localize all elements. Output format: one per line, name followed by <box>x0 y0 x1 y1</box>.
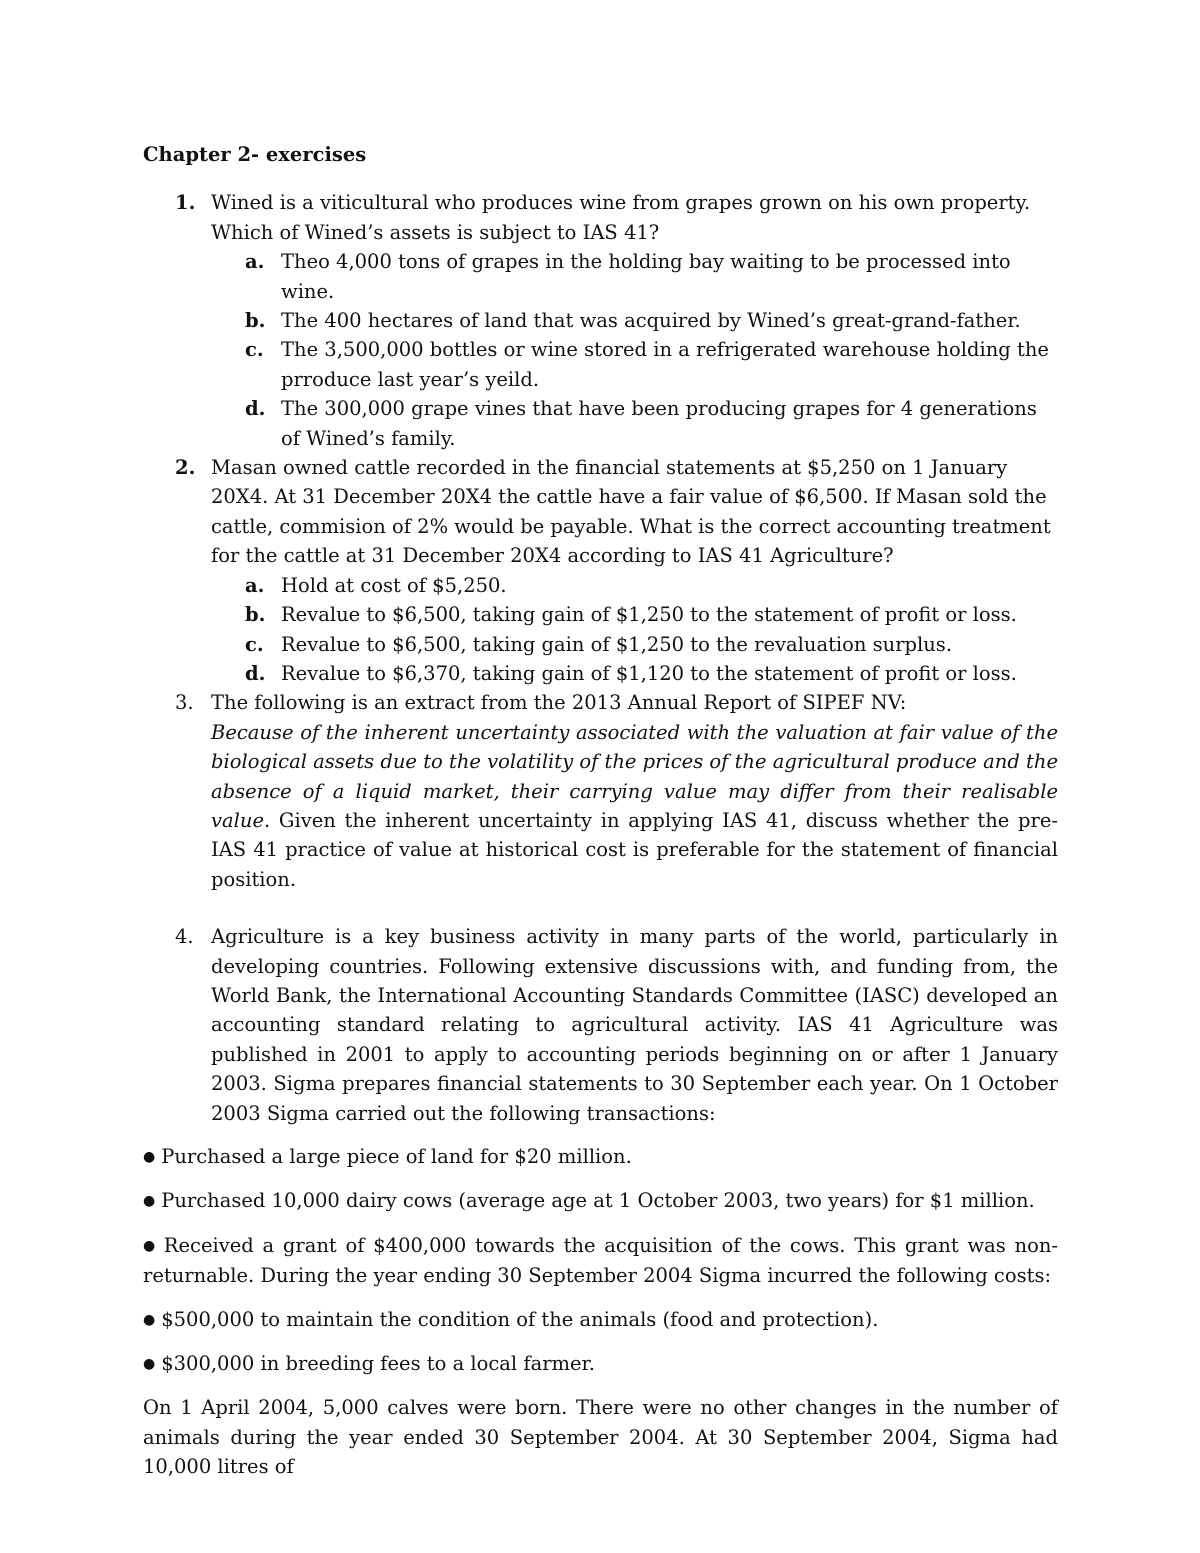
option-letter: c. <box>245 632 264 656</box>
bullet-item <box>143 1142 1058 1172</box>
bullet-item <box>143 1349 1058 1379</box>
question-list <box>143 188 1058 1128</box>
question-intro: The following is an extract from the 2013 Annual Report of SIPEF NV: <box>211 691 907 715</box>
option-item <box>211 600 1058 629</box>
bullet-icon: ● <box>143 1237 158 1254</box>
option-text: The 400 hectares of land that was acquired by Wined’s great-grand-father. <box>281 309 1021 333</box>
option-letter: d. <box>245 397 266 421</box>
option-item <box>211 335 1058 394</box>
question-number: 4. <box>175 925 194 949</box>
question-text: Agriculture is a key business activity in many parts of the world, particularly in developing countries. Following extensive discussions with, and funding from, the World Bank, the International Accounting Standards Committee (IASC) developed an accounting standard relating to agricultural activity. IAS 41 Agriculture was published in 2001 to apply to accounting periods beginning on or after 1 January 2003. Sigma prepares financial statements to 30 September each year. On 1 October 2003 Sigma carried out the following transactions: <box>211 925 1058 1125</box>
report-quote: Because of the inherent uncertainty associated with the valuation at fair value of the biological assets due to the volatility of the prices of the agricultural produce and the absence of a liquid market, their carrying value may differ from their realisable value. <box>211 720 1058 832</box>
option-letter: a. <box>245 573 265 597</box>
bullet-text: Purchased 10,000 dairy cows (average age at 1 October 2003, two years) for $1 million. <box>161 1189 1035 1213</box>
option-text: Revalue to $6,500, taking gain of $1,250 to the revaluation surplus. <box>281 632 953 656</box>
closing-paragraph: On 1 April 2004, 5,000 calves were born. There were no other changes in the number of animals during the year ended 30 September 2004. At 30 September 2004, Sigma had 10,000 litres of <box>143 1396 1058 1479</box>
bullet-icon: ● <box>143 1149 156 1165</box>
question-3 <box>143 688 1058 894</box>
option-text: Hold at cost of $5,250. <box>281 573 507 597</box>
question-number: 1. <box>175 191 196 215</box>
bullet-text: Purchased a large piece of land for $20 million. <box>161 1145 632 1168</box>
option-item <box>211 659 1058 688</box>
bullet-text: Received a grant of $400,000 towards the acquisition of the cows. This grant was non-returnable. During the year ending 30 September 2004 Sigma incurred the following costs: <box>143 1233 1058 1288</box>
bullet-item <box>143 1231 1058 1291</box>
page-title: Chapter 2- exercises <box>143 143 367 166</box>
option-text: The 300,000 grape vines that have been producing grapes for 4 generations of Wined’s family. <box>281 397 1037 450</box>
bullet-item <box>143 1305 1058 1335</box>
option-text: The 3,500,000 bottles or wine stored in a refrigerated warehouse holding the prroduce last year’s yeild. <box>281 338 1049 391</box>
question-text: Given the inherent uncertainty in applying IAS 41, discuss whether the pre-IAS 41 practice of value at historical cost is preferable for the statement of financial position. <box>211 808 1058 891</box>
option-text: Revalue to $6,500, taking gain of $1,250 to the statement of profit or loss. <box>281 603 1017 627</box>
question-number: 2. <box>175 456 196 480</box>
option-list <box>211 571 1058 689</box>
option-list <box>211 247 1058 453</box>
option-item <box>211 571 1058 600</box>
question-4 <box>143 922 1058 1128</box>
bullet-item <box>143 1186 1058 1216</box>
question-body <box>211 718 1058 894</box>
option-item <box>211 306 1058 335</box>
spacer <box>143 894 1058 922</box>
bullet-text: $300,000 in breeding fees to a local farmer. <box>161 1352 595 1376</box>
option-letter: b. <box>245 309 266 333</box>
question-text: Wined is a viticultural who produces wine from grapes grown on his own property. Which of Wined’s assets is subject to IAS 41? <box>211 191 1031 244</box>
bullet-icon: ● <box>143 1311 156 1328</box>
bullet-icon: ● <box>143 1193 156 1210</box>
question-text: Masan owned cattle recorded in the financial statements at $5,250 on 1 January 20X4. At 31 December 20X4 the cattle have a fair value of $6,500. If Masan sold the cattle, commision of 2% would be payable. What is the correct accounting treatment for the cattle at 31 December 20X4 according to IAS 41 Agriculture? <box>211 456 1051 568</box>
question-number: 3. <box>175 691 194 715</box>
document-page <box>143 140 1058 1482</box>
option-text: Theo 4,000 tons of grapes in the holding bay waiting to be processed into wine. <box>281 250 1011 303</box>
bullet-list <box>143 1142 1058 1379</box>
option-letter: b. <box>245 603 266 627</box>
bullet-text: $500,000 to maintain the condition of the animals (food and protection). <box>161 1307 879 1331</box>
option-letter: a. <box>245 250 265 274</box>
option-text: Revalue to $6,370, taking gain of $1,120 to the statement of profit or loss. <box>281 661 1017 685</box>
question-2 <box>143 453 1058 688</box>
option-item <box>211 394 1058 453</box>
option-item <box>211 630 1058 659</box>
option-letter: d. <box>245 661 266 685</box>
option-item <box>211 247 1058 306</box>
option-letter: c. <box>245 338 264 362</box>
bullet-icon: ● <box>143 1356 156 1373</box>
question-1 <box>143 188 1058 453</box>
